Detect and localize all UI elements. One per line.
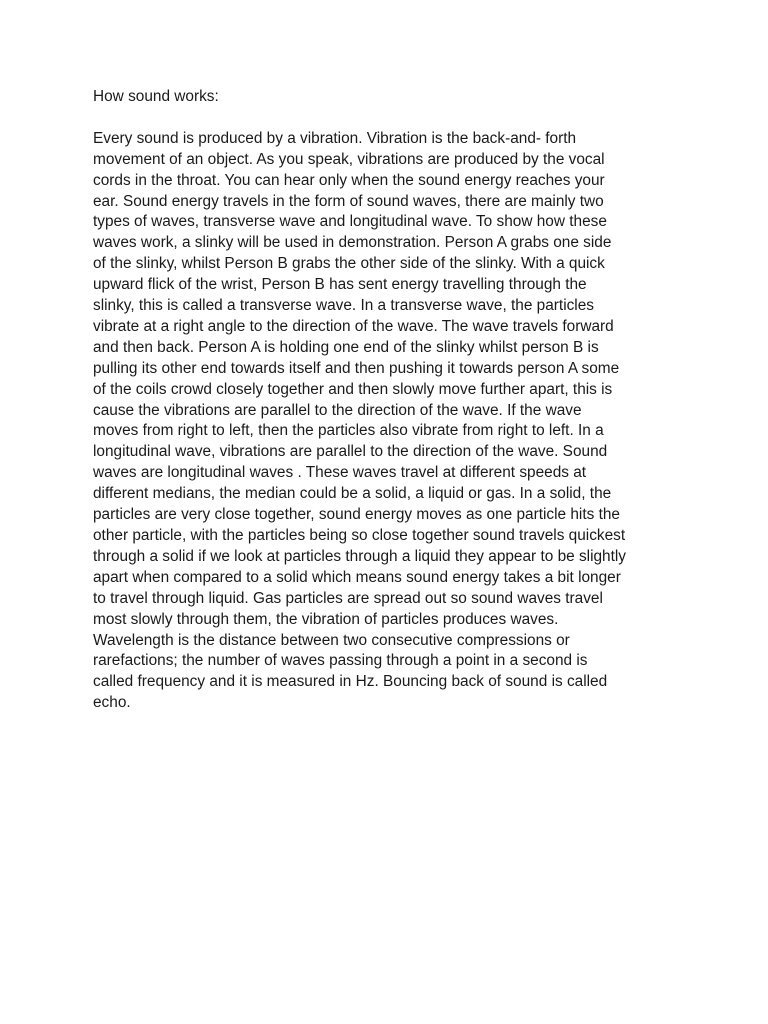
body-line: and then back. Person A is holding one end of the slinky whilst person B is: [93, 338, 599, 356]
body-line: cords in the throat. You can hear only when the sound energy reaches your: [93, 171, 605, 189]
document-heading: How sound works:: [93, 88, 219, 105]
body-line: of the coils crowd closely together and then slowly move further apart, this is: [93, 380, 613, 398]
body-line: moves from right to left, then the particles also vibrate from right to left. In a: [93, 422, 604, 440]
body-line: upward flick of the wrist, Person B has sent energy travelling through the: [93, 276, 587, 294]
document-text: [93, 87, 683, 714]
body-line: other particle, with the particles being so close together sound travels quickest: [93, 527, 626, 545]
body-line: echo.: [93, 694, 131, 712]
body-line: of the slinky, whilst Person B grabs the other side of the slinky. With a quick: [93, 255, 605, 273]
body-line: particles are very close together, sound energy moves as one particle hits the: [93, 506, 620, 524]
body-line: movement of an object. As you speak, vibrations are produced by the vocal: [93, 150, 605, 168]
document-body: [93, 129, 683, 714]
paragraph-spacer: [93, 108, 683, 129]
body-line: ear. Sound energy travels in the form of sound waves, there are mainly two: [93, 192, 604, 210]
body-line: vibrate at a right angle to the direction of the wave. The wave travels forward: [93, 317, 614, 335]
body-line: to travel through liquid. Gas particles are spread out so sound waves travel: [93, 589, 603, 607]
body-line: Every sound is produced by a vibration. Vibration is the back-and- forth: [93, 129, 577, 147]
body-line: different medians, the median could be a solid, a liquid or gas. In a solid, the: [93, 485, 612, 503]
body-line: slinky, this is called a transverse wave. In a transverse wave, the particles: [93, 297, 594, 315]
body-line: rarefactions; the number of waves passing through a point in a second is: [93, 652, 588, 670]
body-line: pulling its other end towards itself and then pushing it towards person A some: [93, 359, 620, 377]
body-line: called frequency and it is measured in Hz. Bouncing back of sound is called: [93, 673, 608, 691]
body-line: waves are longitudinal waves . These waves travel at different speeds at: [93, 464, 587, 482]
body-line: most slowly through them, the vibration of particles produces waves.: [93, 610, 559, 628]
body-line: types of waves, transverse wave and longitudinal wave. To show how these: [93, 213, 607, 231]
body-line: through a solid if we look at particles through a liquid they appear to be slightly: [93, 547, 627, 565]
body-line: waves work, a slinky will be used in demonstration. Person A grabs one side: [93, 234, 612, 252]
body-line: longitudinal wave, vibrations are parallel to the direction of the wave. Sound: [93, 443, 608, 461]
body-line: apart when compared to a solid which means sound energy takes a bit longer: [93, 568, 621, 586]
body-line: Wavelength is the distance between two consecutive compressions or: [93, 631, 570, 649]
body-line: cause the vibrations are parallel to the direction of the wave. If the wave: [93, 401, 582, 419]
